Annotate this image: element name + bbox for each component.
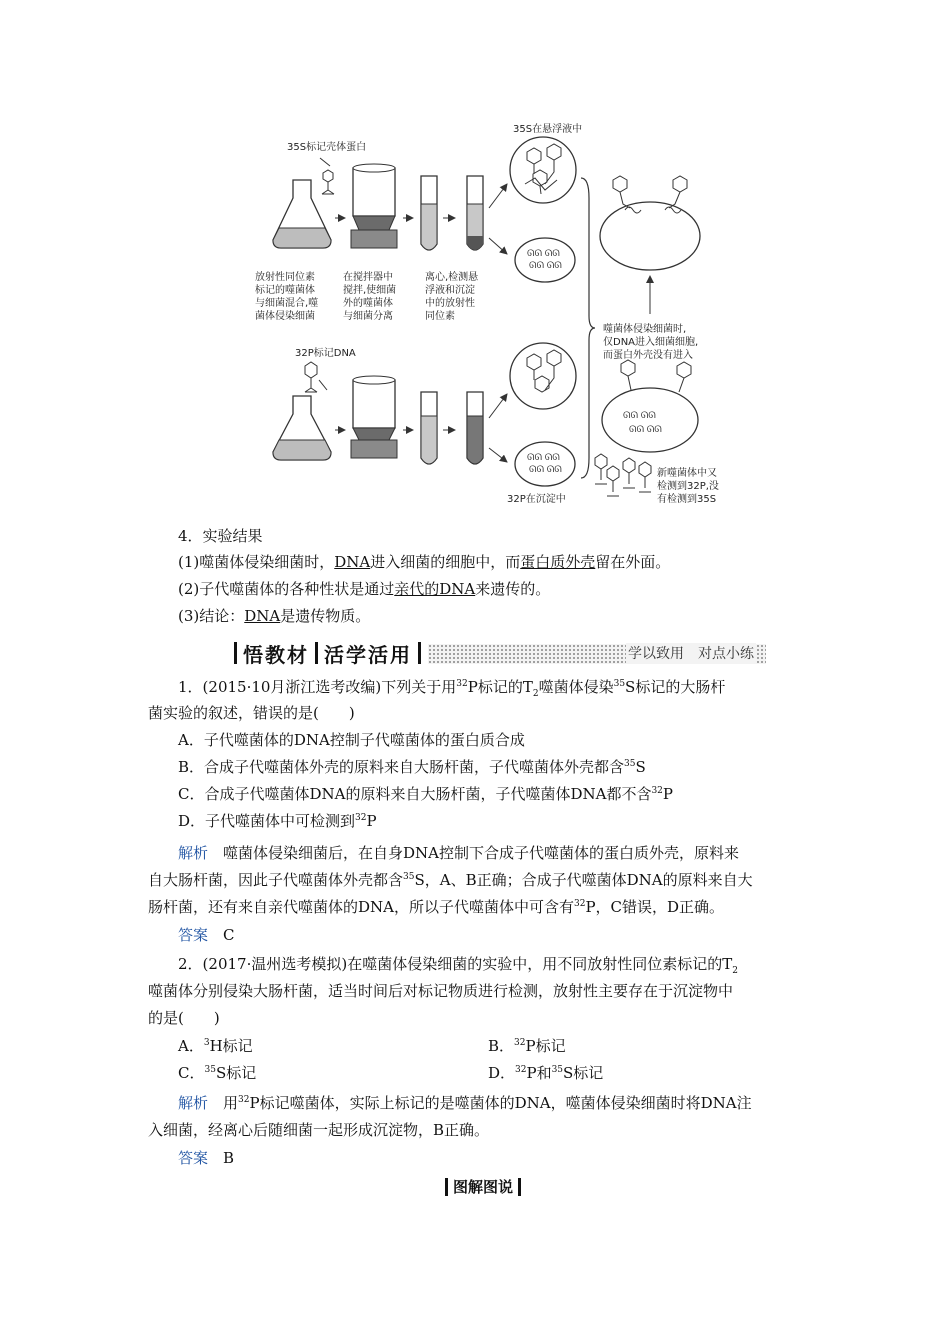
supernatant-phage-circle xyxy=(510,137,576,203)
test-tube-icon xyxy=(467,392,483,464)
phage-experiment-diagram xyxy=(245,118,775,518)
banner-title: 悟教材 活学活用 xyxy=(228,640,427,666)
step3-caption xyxy=(425,270,479,322)
section-banner xyxy=(228,640,766,666)
svg-text:在搅拌器中: 在搅拌器中 xyxy=(343,272,393,283)
svg-text:新噬菌体中又: 新噬菌体中又 xyxy=(657,468,717,479)
analysis-label: 解析 xyxy=(178,1094,209,1112)
supernatant-phage-circle xyxy=(510,343,576,409)
q2-stem-line1: 2．(2017·温州选考模拟)在噬菌体侵染细菌的实验中，用不同放射性同位素标记的$T_2$ xyxy=(178,955,738,976)
svg-text:有检测到35S: 有检测到35S xyxy=(657,494,717,505)
q2-stem-line2: 噬菌体分别侵染大肠杆菌，适当时间后对标记物质进行检测，放射性主要存在于沉淀物中 xyxy=(148,982,734,1000)
result-item-2: (2)子代噬菌体的各种性状是通过亲代的DNA来遗传的。 xyxy=(178,580,551,598)
q2-option-c: C．$^{35}$S标记 xyxy=(178,1064,257,1082)
q2-option-a: A．$^3$H标记 xyxy=(178,1037,253,1055)
infection-note xyxy=(603,322,698,361)
q2-option-d: D．$^{32}$P和$^{35}$S标记 xyxy=(488,1064,604,1082)
q1-answer: 答案 C xyxy=(178,926,235,944)
svg-text:中的放射性: 中的放射性 xyxy=(425,298,475,309)
svg-text:菌体侵染细菌: 菌体侵染细菌 xyxy=(255,311,315,322)
label-35s-supernatant: 35S在悬浮液中 xyxy=(513,124,583,135)
flask-icon xyxy=(273,396,331,460)
svg-text:放射性同位素: 放射性同位素 xyxy=(255,272,315,283)
label-35s-protein: 35S标记壳体蛋白 xyxy=(287,142,367,153)
svg-text:ᘏᘏ ᘏᘏ: ᘏᘏ ᘏᘏ xyxy=(527,249,560,259)
svg-text:ᘏᘏ ᘏᘏ: ᘏᘏ ᘏᘏ xyxy=(623,411,656,421)
banner-subtitle: 学以致用 对点小练 xyxy=(626,643,756,663)
svg-text:与细菌分离: 与细菌分离 xyxy=(343,311,393,322)
svg-text:搅拌,使细菌: 搅拌,使细菌 xyxy=(343,285,397,296)
flask-icon xyxy=(273,180,331,248)
q1-stem-line1: 1．(2015·10月浙江选考改编)下列关于用$^{32}$P标记的$T_2$噬菌体侵染$^{35}$S标记的大肠杆 xyxy=(178,678,726,699)
svg-text:检测到32P,没: 检测到32P,没 xyxy=(657,481,719,492)
answer-label: 答案 xyxy=(178,926,209,944)
answer-label: 答案 xyxy=(178,1149,209,1167)
test-tube-icon xyxy=(421,392,437,464)
q2-option-b: B．$^{32}$P标记 xyxy=(488,1037,566,1055)
result-item-3: (3)结论：DNA是遗传物质。 xyxy=(178,607,371,625)
q2-analysis-line1: 解析 用$^{32}$P标记噬菌体，实际上标记的是噬菌体的DNA，噬菌体侵染细菌时将DNA注 xyxy=(178,1094,752,1112)
q1-stem-line2: 菌实验的叙述，错误的是( ) xyxy=(148,704,355,722)
q1-option-d: D．子代噬菌体中可检测到$^{32}$P xyxy=(178,812,377,830)
svg-text:ᘏᘏ ᘏᘏ: ᘏᘏ ᘏᘏ xyxy=(529,465,562,475)
test-tube-icon xyxy=(467,176,483,250)
brace xyxy=(581,178,595,478)
label-32p-dna: 32P标记DNA xyxy=(295,348,356,359)
svg-text:而蛋白外壳没有进入: 而蛋白外壳没有进入 xyxy=(603,350,693,361)
step1-caption xyxy=(255,270,318,322)
bacteria-sediment-oval xyxy=(515,442,575,486)
new-phages xyxy=(595,454,651,496)
svg-text:噬菌体侵染细菌时,: 噬菌体侵染细菌时, xyxy=(603,324,687,335)
test-tube-icon xyxy=(421,176,437,250)
svg-text:离心,检测悬: 离心,检测悬 xyxy=(425,272,479,283)
infected-bacterium-top xyxy=(600,176,700,270)
results-heading: 4．实验结果 xyxy=(178,527,263,545)
q2-answer: 答案 B xyxy=(178,1149,235,1167)
q2-analysis-line2: 入细菌，经离心后随细菌一起形成沉淀物，B正确。 xyxy=(148,1121,490,1139)
analysis-label: 解析 xyxy=(178,844,209,862)
phage-icon xyxy=(322,170,334,194)
result-item-1: (1)噬菌体侵染细菌时，DNA进入细菌的细胞中，而蛋白质外壳留在外面。 xyxy=(178,553,671,571)
q1-analysis-line1: 解析 噬菌体侵染细菌后，在自身DNA控制下合成子代噬菌体的蛋白质外壳，原料来 xyxy=(178,844,740,862)
q1-option-a: A．子代噬菌体的DNA控制子代噬菌体的蛋白质合成 xyxy=(178,731,525,749)
q1-option-b: B．合成子代噬菌体外壳的原料来自大肠杆菌，子代噬菌体外壳都含$^{35}$S xyxy=(178,758,646,776)
svg-text:同位素: 同位素 xyxy=(425,311,455,322)
svg-text:浮液和沉淀: 浮液和沉淀 xyxy=(425,285,475,296)
svg-text:外的噬菌体: 外的噬菌体 xyxy=(343,298,393,309)
svg-text:ᘏᘏ ᘏᘏ: ᘏᘏ ᘏᘏ xyxy=(527,453,560,463)
svg-text:ᘏᘏ ᘏᘏ: ᘏᘏ ᘏᘏ xyxy=(529,261,562,271)
svg-text:与细菌混合,噬: 与细菌混合,噬 xyxy=(255,298,319,309)
blender-icon xyxy=(351,376,397,458)
blender-icon xyxy=(351,164,397,248)
q2-stem-line3: 的是( ) xyxy=(148,1009,220,1027)
infected-bacterium-bottom xyxy=(602,360,698,452)
new-phage-note xyxy=(657,466,719,505)
svg-text:ᘏᘏ ᘏᘏ: ᘏᘏ ᘏᘏ xyxy=(629,425,662,435)
label-32p-sediment: 32P在沉淀中 xyxy=(507,494,566,505)
q1-option-c: C．合成子代噬菌体DNA的原料来自大肠杆菌，子代噬菌体DNA都不含$^{32}$P xyxy=(178,785,673,803)
svg-text:标记的噬菌体: 标记的噬菌体 xyxy=(255,285,315,296)
section-title-illustration: 图解图说 xyxy=(440,1176,526,1197)
q1-analysis-line2: 自大肠杆菌，因此子代噬菌体外壳都含$^{35}$S，A、B正确；合成子代噬菌体DNA的原料来自大 xyxy=(148,871,753,889)
svg-text:仅DNA进入细菌细胞,: 仅DNA进入细菌细胞, xyxy=(603,337,699,348)
q1-analysis-line3: 肠杆菌，还有来自亲代噬菌体的DNA，所以子代噬菌体中可含有$^{32}$P，C错误，D正确。 xyxy=(148,898,725,916)
step2-caption xyxy=(343,270,396,322)
phage-icon xyxy=(305,362,317,392)
bacteria-sediment-oval xyxy=(515,238,575,282)
